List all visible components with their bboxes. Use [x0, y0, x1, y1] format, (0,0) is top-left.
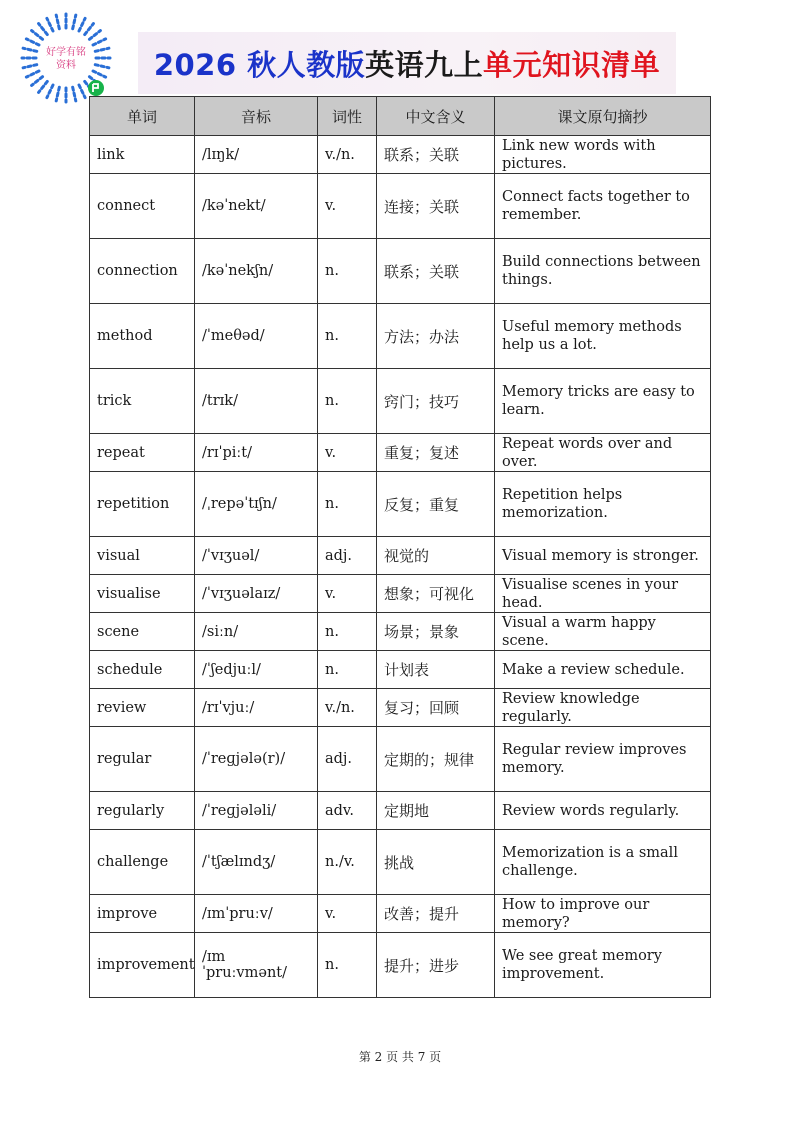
- header-chinese-meaning: 中文含义: [377, 97, 495, 136]
- cell-part-of-speech: v.: [318, 575, 377, 613]
- cell-example-sentence: Review words regularly.: [495, 792, 711, 830]
- cell-phonetic: /ɪmˈpruːv/: [195, 895, 318, 933]
- cell-chinese-meaning: 重复；复述: [377, 434, 495, 472]
- table-row: [90, 651, 711, 689]
- cell-example-sentence: Link new words with pictures.: [495, 136, 711, 174]
- cell-example-sentence: Visual a warm happy scene.: [495, 613, 711, 651]
- cell-part-of-speech: n.: [318, 472, 377, 537]
- table-row: [90, 895, 711, 933]
- cell-chinese-meaning: 反复；重复: [377, 472, 495, 537]
- cell-part-of-speech: v./n.: [318, 136, 377, 174]
- table-header-row: [90, 97, 711, 136]
- table-row: [90, 830, 711, 895]
- logo-text-line2: 资料: [56, 60, 76, 71]
- logo-text-line1: 好学有铭: [46, 47, 86, 58]
- table-row: [90, 304, 711, 369]
- cell-phonetic: /rɪˈpiːt/: [195, 434, 318, 472]
- cell-chinese-meaning: 定期的；规律: [377, 727, 495, 792]
- cell-example-sentence: Useful memory methods help us a lot.: [495, 304, 711, 369]
- cell-example-sentence: Memorization is a small challenge.: [495, 830, 711, 895]
- cell-example-sentence: Visual memory is stronger.: [495, 537, 711, 575]
- title-year: 2026: [153, 47, 237, 82]
- cell-example-sentence: We see great memory improvement.: [495, 933, 711, 998]
- header-word: 单词: [90, 97, 195, 136]
- title-banner: [138, 32, 676, 94]
- cell-word: regular: [90, 727, 195, 792]
- cell-chinese-meaning: 联系；关联: [377, 239, 495, 304]
- cell-chinese-meaning: 挑战: [377, 830, 495, 895]
- page-footer: 第 2 页 共 7 页: [358, 1050, 442, 1064]
- table-row: [90, 174, 711, 239]
- cell-word: improve: [90, 895, 195, 933]
- cell-example-sentence: Build connections between things.: [495, 239, 711, 304]
- table-row: [90, 575, 711, 613]
- title-part-edition: 秋人教版: [247, 47, 366, 82]
- cell-word: trick: [90, 369, 195, 434]
- cell-phonetic: /ˈtʃælɪndʒ/: [195, 830, 318, 895]
- cell-phonetic: /ɪmˈpruːvmənt/: [195, 933, 318, 998]
- table-row: [90, 792, 711, 830]
- cell-part-of-speech: adv.: [318, 792, 377, 830]
- page-title: [154, 43, 660, 84]
- cell-word: challenge: [90, 830, 195, 895]
- vocabulary-table: [89, 96, 711, 998]
- cell-chinese-meaning: 视觉的: [377, 537, 495, 575]
- title-part-subject: 英语九上: [365, 47, 484, 82]
- cell-example-sentence: Review knowledge regularly.: [495, 689, 711, 727]
- cell-example-sentence: Visualise scenes in your head.: [495, 575, 711, 613]
- cell-phonetic: /ˈʃedjuːl/: [195, 651, 318, 689]
- cell-phonetic: /ˈreɡjələ(r)/: [195, 727, 318, 792]
- cell-chinese-meaning: 连接；关联: [377, 174, 495, 239]
- cell-chinese-meaning: 复习；回顾: [377, 689, 495, 727]
- cell-part-of-speech: n.: [318, 933, 377, 998]
- cell-part-of-speech: v.: [318, 895, 377, 933]
- cell-word: improvement: [90, 933, 195, 998]
- cell-phonetic: /kəˈnekt/: [195, 174, 318, 239]
- cell-word: visual: [90, 537, 195, 575]
- header-phonetic: 音标: [195, 97, 318, 136]
- cell-example-sentence: Make a review schedule.: [495, 651, 711, 689]
- table-row: [90, 933, 711, 998]
- cell-part-of-speech: n./v.: [318, 830, 377, 895]
- cell-part-of-speech: adj.: [318, 537, 377, 575]
- cell-chinese-meaning: 计划表: [377, 651, 495, 689]
- cell-chinese-meaning: 想象；可视化: [377, 575, 495, 613]
- cell-word: visualise: [90, 575, 195, 613]
- cell-part-of-speech: v.: [318, 434, 377, 472]
- table-row: [90, 537, 711, 575]
- cell-part-of-speech: n.: [318, 651, 377, 689]
- cell-part-of-speech: v./n.: [318, 689, 377, 727]
- table-row: [90, 369, 711, 434]
- cell-word: repeat: [90, 434, 195, 472]
- cell-phonetic: /ˈmeθəd/: [195, 304, 318, 369]
- cell-chinese-meaning: 窍门；技巧: [377, 369, 495, 434]
- table-row: [90, 727, 711, 792]
- cell-phonetic: /lɪŋk/: [195, 136, 318, 174]
- header-part-of-speech: 词性: [318, 97, 377, 136]
- cell-example-sentence: Repetition helps memorization.: [495, 472, 711, 537]
- cell-word: repetition: [90, 472, 195, 537]
- title-part-topic: 单元知识清单: [483, 47, 661, 82]
- cell-word: method: [90, 304, 195, 369]
- cell-example-sentence: Repeat words over and over.: [495, 434, 711, 472]
- cell-part-of-speech: n.: [318, 304, 377, 369]
- brand-logo: [14, 8, 118, 108]
- cell-example-sentence: How to improve our memory?: [495, 895, 711, 933]
- cell-phonetic: /kəˈnekʃn/: [195, 239, 318, 304]
- cell-phonetic: /ˈvɪʒuəl/: [195, 537, 318, 575]
- cell-example-sentence: Regular review improves memory.: [495, 727, 711, 792]
- cell-part-of-speech: n.: [318, 239, 377, 304]
- table-row: [90, 136, 711, 174]
- cell-example-sentence: Connect facts together to remember.: [495, 174, 711, 239]
- table-row: [90, 434, 711, 472]
- cell-part-of-speech: v.: [318, 174, 377, 239]
- cell-phonetic: /ˈvɪʒuəlaɪz/: [195, 575, 318, 613]
- cell-phonetic: /rɪˈvjuː/: [195, 689, 318, 727]
- cell-part-of-speech: adj.: [318, 727, 377, 792]
- cell-chinese-meaning: 改善；提升: [377, 895, 495, 933]
- cell-word: link: [90, 136, 195, 174]
- cell-part-of-speech: n.: [318, 369, 377, 434]
- cell-phonetic: /trɪk/: [195, 369, 318, 434]
- table-row: [90, 472, 711, 537]
- table-row: [90, 613, 711, 651]
- header-example-sentence: 课文原句摘抄: [495, 97, 711, 136]
- cell-word: review: [90, 689, 195, 727]
- cell-chinese-meaning: 提升；进步: [377, 933, 495, 998]
- table-row: [90, 689, 711, 727]
- cell-phonetic: /ˈreɡjələli/: [195, 792, 318, 830]
- cell-chinese-meaning: 方法；办法: [377, 304, 495, 369]
- cell-chinese-meaning: 场景；景象: [377, 613, 495, 651]
- cell-phonetic: /ˌrepəˈtɪʃn/: [195, 472, 318, 537]
- cell-chinese-meaning: 联系；关联: [377, 136, 495, 174]
- cell-word: schedule: [90, 651, 195, 689]
- table-row: [90, 239, 711, 304]
- cell-chinese-meaning: 定期地: [377, 792, 495, 830]
- cell-phonetic: /siːn/: [195, 613, 318, 651]
- cell-word: connection: [90, 239, 195, 304]
- cell-word: regularly: [90, 792, 195, 830]
- cell-word: connect: [90, 174, 195, 239]
- cell-part-of-speech: n.: [318, 613, 377, 651]
- logo-mark-icon: [14, 8, 118, 108]
- cell-word: scene: [90, 613, 195, 651]
- cell-example-sentence: Memory tricks are easy to learn.: [495, 369, 711, 434]
